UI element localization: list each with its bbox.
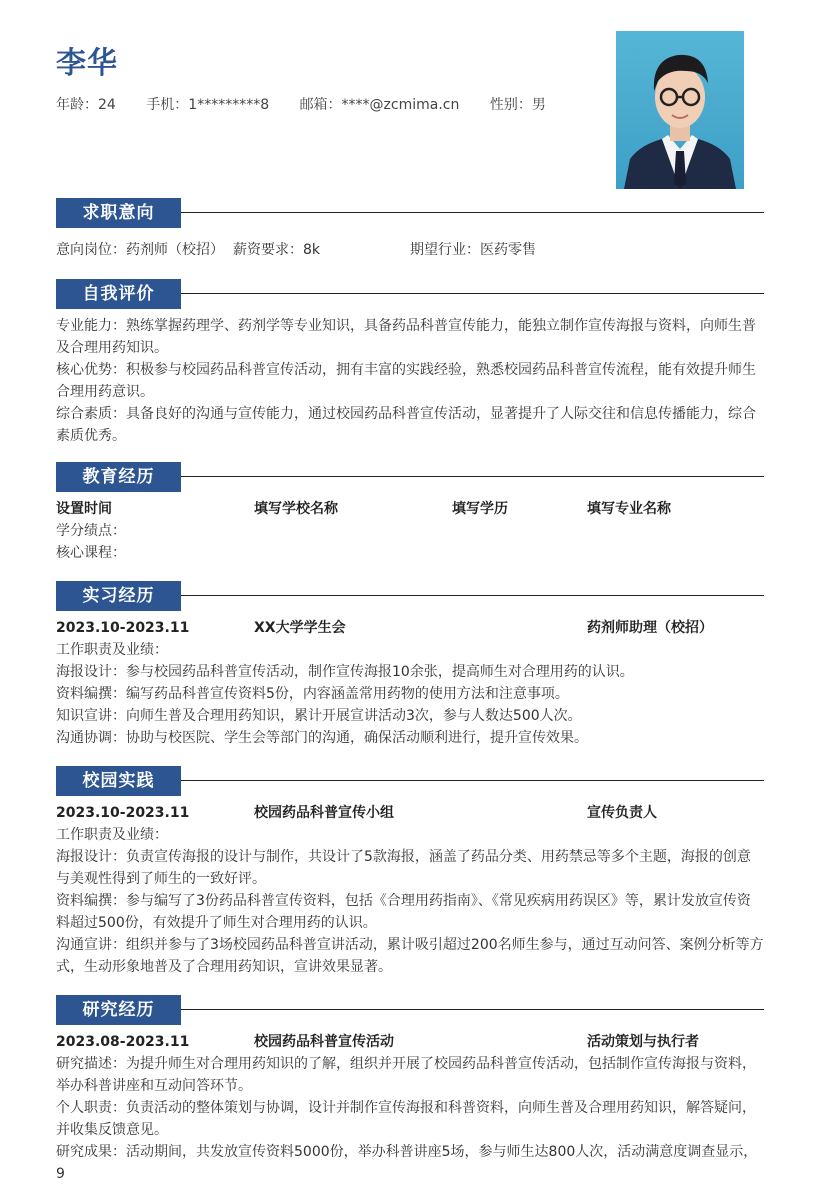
intent-position: 意向岗位：药剂师（校招） <box>56 242 224 258</box>
internship-line: 资料编撰：编写药品科普宣传资料5份，内容涵盖常用药物的使用方法和注意事项。 <box>56 686 569 702</box>
section-title: 实习经历 <box>56 581 181 611</box>
research-role: 活动策划与执行者 <box>587 1034 699 1050</box>
internship-block <box>56 617 764 749</box>
research-line: 研究成果：活动期间，共发放宣传资料5000份，举办科普讲座5场，参与师生达800人次，活动满意度调查显示，9 <box>56 1144 758 1182</box>
section-title: 校园实践 <box>56 766 181 796</box>
campus-line: 工作职责及业绩： <box>56 827 168 843</box>
internship-line: 沟通协调：协助与校医院、学生会等部门的沟通，确保活动顺利进行，提升宣传效果。 <box>56 730 588 746</box>
section-header-self-eval <box>56 279 764 309</box>
internship-line: 工作职责及业绩： <box>56 642 168 658</box>
intent-salary: 薪资要求：8k <box>233 242 321 258</box>
self-eval-paragraph: 综合素质：具备良好的沟通与宣传能力，通过校园药品科普宣传活动，显著提升了人际交往和信息传播能力，综合素质优秀。 <box>56 406 756 444</box>
research-org: 校园药品科普宣传活动 <box>254 1034 394 1050</box>
self-eval-paragraph: 专业能力：熟练掌握药理学、药剂学等专业知识，具备药品科普宣传能力，能独立制作宣传海报与资料，向师生普及合理用药知识。 <box>56 318 756 356</box>
campus-line: 资料编撰：参与编写了3份药品科普宣传资料，包括《合理用药指南》、《常见疾病用药误区》等，累计发放宣传资料超过500份，有效提升了师生对合理用药的认识。 <box>56 893 751 931</box>
profile-photo <box>616 31 744 189</box>
section-divider <box>181 476 764 477</box>
research-block <box>56 1031 764 1185</box>
self-eval-block <box>56 315 764 447</box>
research-line: 研究描述：为提升师生对合理用药知识的了解，组织并开展了校园药品科普宣传活动，包括制作宣传海报与资料，举办科普讲座和互动问答环节。 <box>56 1056 756 1094</box>
internship-time: 2023.10-2023.11 <box>56 620 190 636</box>
email-field: 邮箱：****@zcmima.cn <box>299 97 460 113</box>
education-gpa: 学分绩点： <box>56 523 126 539</box>
research-line: 个人职责：负责活动的整体策划与协调，设计并制作宣传海报和科普资料，向师生普及合理用药知识，解答疑问，并收集反馈意见。 <box>56 1100 756 1138</box>
campus-block <box>56 802 764 978</box>
internship-role: 药剂师助理（校招） <box>587 620 713 636</box>
internship-org: XX大学学生会 <box>254 620 346 636</box>
internship-line: 海报设计：参与校园药品科普宣传活动，制作宣传海报10余张，提高师生对合理用药的认识。 <box>56 664 634 680</box>
section-divider <box>181 1009 764 1010</box>
internship-line: 知识宣讲：向师生普及合理用药知识，累计开展宣讲活动3次，参与人数达500人次。 <box>56 708 582 724</box>
section-header-education <box>56 462 764 492</box>
intent-industry: 期望行业：医药零售 <box>410 242 536 258</box>
campus-org: 校园药品科普宣传小组 <box>254 805 394 821</box>
age-field: 年龄：24 <box>56 97 116 113</box>
campus-time: 2023.10-2023.11 <box>56 805 190 821</box>
education-major: 填写专业名称 <box>587 501 671 517</box>
section-header-research <box>56 995 764 1025</box>
research-time: 2023.08-2023.11 <box>56 1034 190 1050</box>
gender-field: 性别：男 <box>489 97 546 113</box>
campus-line: 沟通宣讲：组织并参与了3场校园药品科普宣讲活动，累计吸引超过200名师生参与，通过互动问答、案例分析等方式，生动形象地普及了合理用药知识，宣讲效果显著。 <box>56 937 764 975</box>
section-title: 自我评价 <box>56 279 181 309</box>
section-header-intent <box>56 198 764 228</box>
section-title: 求职意向 <box>56 198 181 228</box>
section-title: 教育经历 <box>56 462 181 492</box>
section-divider <box>181 595 764 596</box>
section-divider <box>181 293 764 294</box>
education-block <box>56 498 764 564</box>
candidate-name: 李华 <box>56 46 118 81</box>
education-school: 填写学校名称 <box>254 501 338 517</box>
education-degree: 填写学历 <box>452 501 508 517</box>
campus-line: 海报设计：负责宣传海报的设计与制作，共设计了5款海报，涵盖了药品分类、用药禁忌等多个主题，海报的创意与美观性得到了师生的一致好评。 <box>56 849 751 887</box>
section-header-internship <box>56 581 764 611</box>
phone-field: 手机：1*********8 <box>146 97 270 113</box>
section-header-campus <box>56 766 764 796</box>
basic-info <box>56 94 572 114</box>
intent-block <box>56 239 764 261</box>
section-title: 研究经历 <box>56 995 181 1025</box>
campus-role: 宣传负责人 <box>587 805 657 821</box>
self-eval-paragraph: 核心优势：积极参与校园药品科普宣传活动，拥有丰富的实践经验，熟悉校园药品科普宣传流程，能有效提升师生合理用药意识。 <box>56 362 756 400</box>
education-courses: 核心课程： <box>56 545 126 561</box>
education-time: 设置时间 <box>56 501 112 517</box>
section-divider <box>181 780 764 781</box>
section-divider <box>181 212 764 213</box>
